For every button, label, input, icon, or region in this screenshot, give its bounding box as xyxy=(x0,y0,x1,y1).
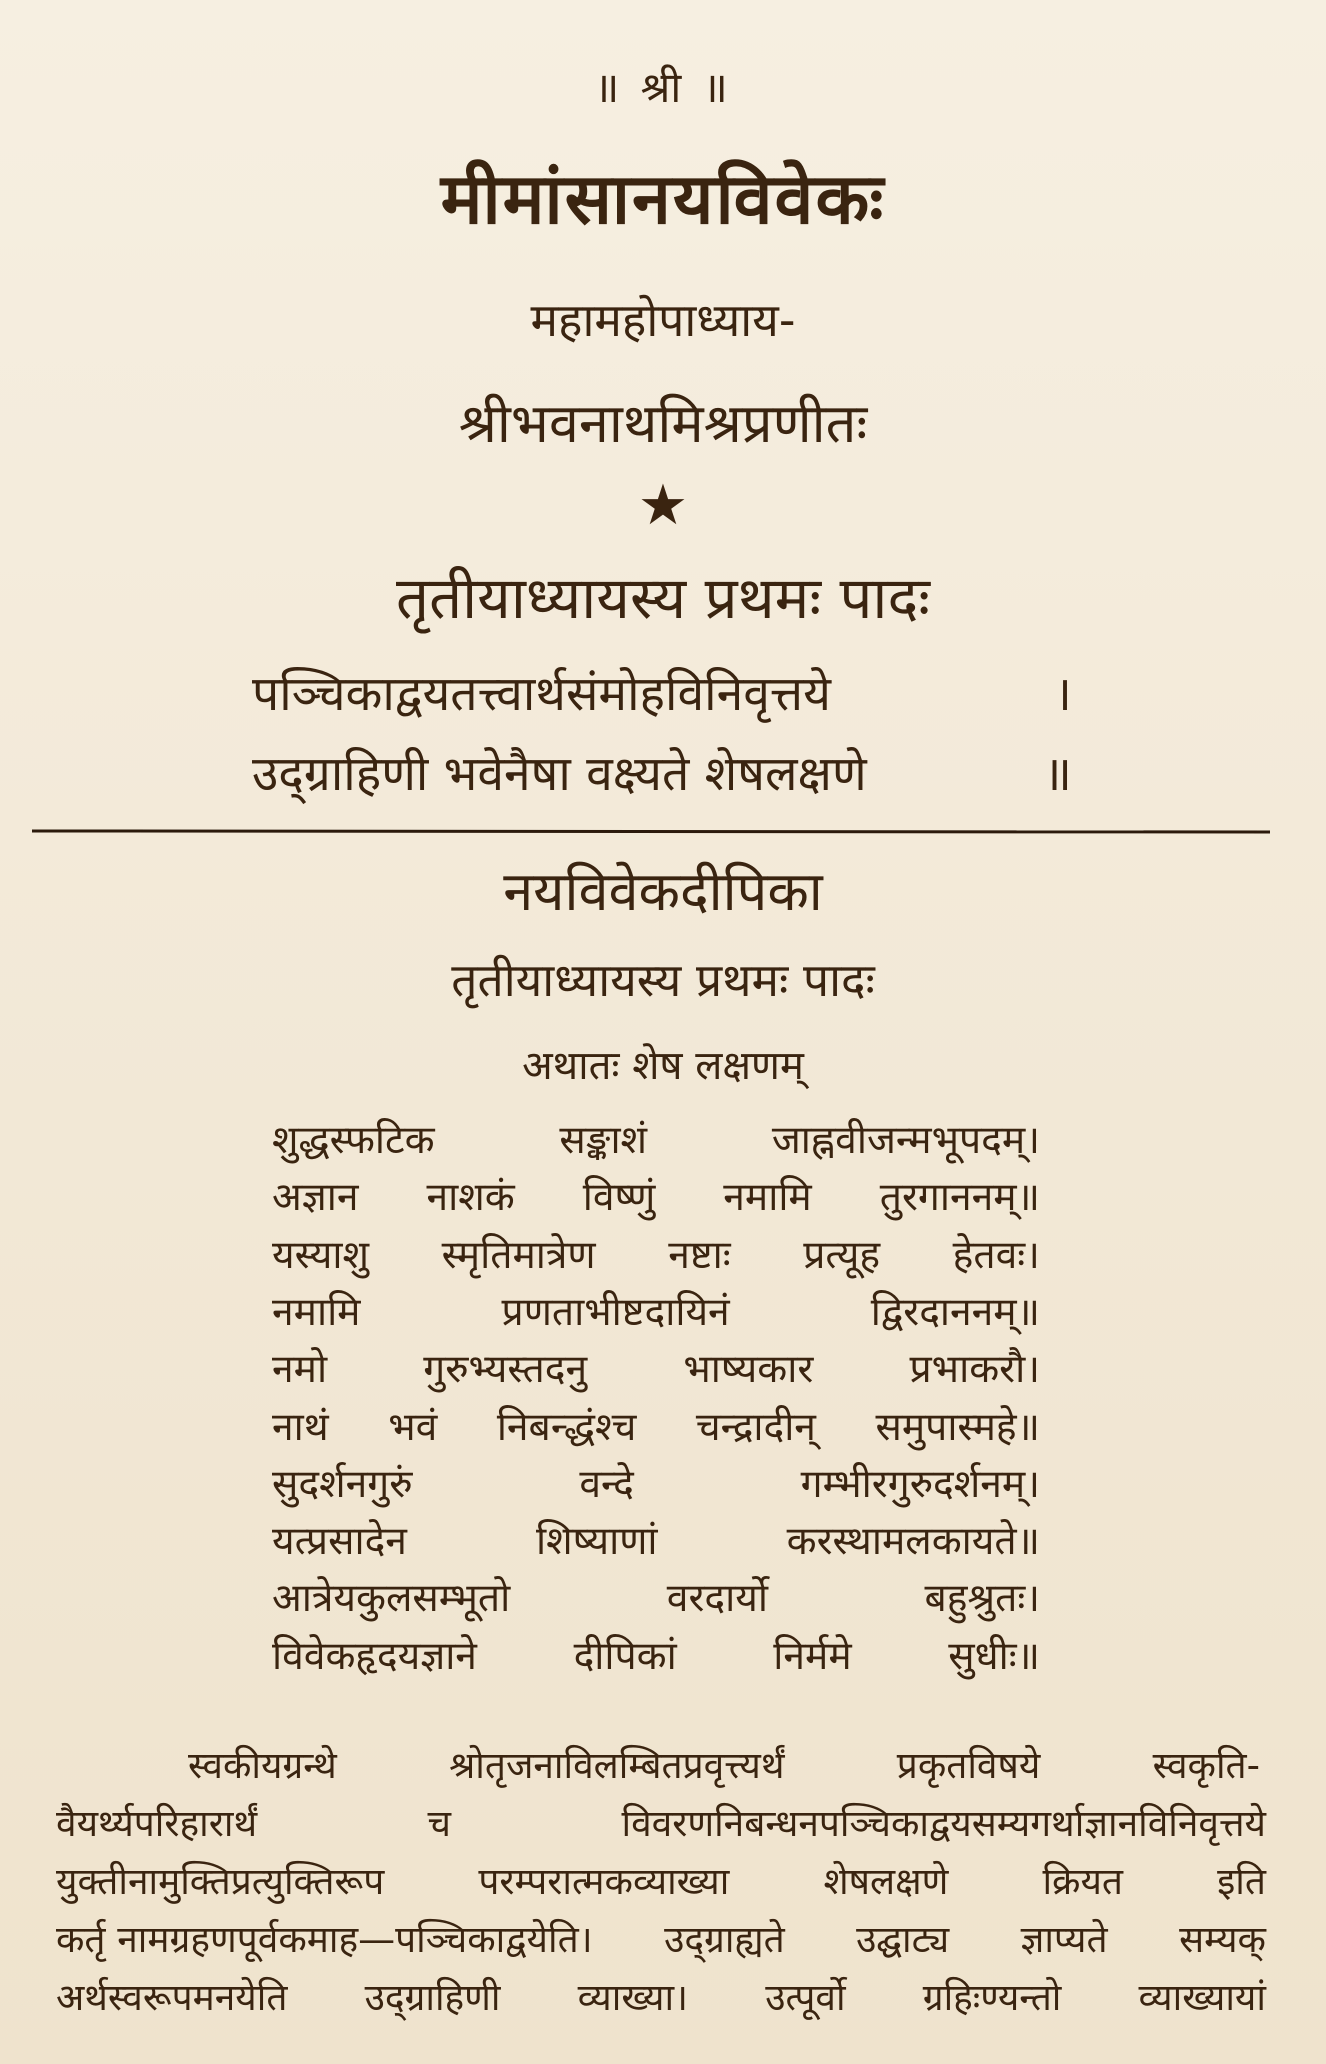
invocation-line: ॥ श्री ॥ xyxy=(594,63,732,112)
prose-word: व्याख्या। xyxy=(577,1976,689,2019)
prose-word: उद्ग्राहिणी xyxy=(364,1976,501,2019)
verse-text: उद्ग्राहिणी भवेनैषा वक्ष्यते शेषलक्षणे xyxy=(252,746,867,802)
shloka-word: अज्ञान xyxy=(272,1175,359,1221)
shloka-word: आत्रेयकुलसम्भूतो xyxy=(272,1576,511,1622)
prose-line xyxy=(56,1970,1266,2021)
prose-word: इति xyxy=(1217,1860,1266,1903)
shloka-line xyxy=(272,1341,1040,1394)
prose-line xyxy=(56,1796,1266,1847)
prose-word: उद्घाट्य xyxy=(856,1918,950,1961)
prose-word: व्याख्यायां xyxy=(1138,1976,1266,2019)
prose-word: ज्ञाप्यते xyxy=(1020,1918,1108,1961)
shloka-word: स्मृतिमात्रेण xyxy=(441,1232,596,1278)
shloka-word: वरदार्यो xyxy=(666,1576,768,1622)
shloka-word: नमामि xyxy=(272,1289,361,1335)
shloka-line xyxy=(272,1570,1040,1623)
commentary-subtitle: अथातः शेष लक्षणम् xyxy=(522,1043,804,1089)
prose-word: अर्थस्वरूपमनयेति xyxy=(56,1976,288,2019)
shloka-word: करस्थामलकायते॥ xyxy=(786,1519,1040,1565)
shloka-word: नमो xyxy=(272,1347,328,1393)
prose-word: शेषलक्षणे xyxy=(823,1860,949,1903)
prose-word: कर्तृ नामग्रहणपूर्वकमाह—पञ्चिकाद्वयेति। xyxy=(56,1918,593,1961)
shloka-word: वन्दे xyxy=(579,1461,634,1507)
shloka-word: चन्द्रादीन् xyxy=(695,1404,816,1450)
section-divider xyxy=(32,829,1270,833)
shloka-word: नमामि xyxy=(723,1175,812,1221)
author-honorific: महामहोपाध्याय- xyxy=(530,293,796,347)
shloka-word: यस्याशु xyxy=(272,1232,370,1278)
mula-verse-line-2 xyxy=(252,740,1072,805)
shloka-word: प्रणताभीष्टदायिनं xyxy=(501,1289,730,1335)
shloka-word: विवेकहृदयज्ञाने xyxy=(272,1633,477,1679)
prose-word: सम्यक् xyxy=(1179,1918,1266,1961)
prose-word: युक्तीनामुक्तिप्रत्युक्तिरूप xyxy=(56,1860,385,1903)
shloka-line xyxy=(272,1513,1040,1566)
prose-word: ग्रहिःण्यन्तो xyxy=(922,1976,1062,2019)
shloka-word: हेतवः। xyxy=(952,1232,1040,1278)
shloka-word: प्रत्यूह xyxy=(803,1232,881,1278)
shloka-word: प्रभाकरौ। xyxy=(909,1347,1040,1393)
shloka-word: नाशकं xyxy=(426,1175,515,1221)
shloka-word: बहुश्रुतः। xyxy=(924,1576,1040,1622)
shloka-word: भवं xyxy=(388,1404,438,1450)
book-title: मीमांसानयविवेकः xyxy=(440,158,886,240)
shloka-line xyxy=(272,1284,1040,1337)
commentary-chapter-heading: तृतीयाध्यायस्य प्रथमः पादः xyxy=(451,953,875,1007)
prose-word: वैयर्थ्यपरिहारार्थं xyxy=(56,1802,258,1845)
shloka-word: शुद्धस्फटिक xyxy=(272,1118,435,1163)
shloka-word: भाष्यकार xyxy=(683,1347,814,1393)
shloka-word: सुधीः॥ xyxy=(948,1633,1040,1679)
shloka-word: नाथं xyxy=(272,1404,329,1450)
prose-line xyxy=(56,1854,1266,1905)
verse-double-danda: ॥ xyxy=(1043,746,1072,802)
shloka-line xyxy=(272,1169,1040,1222)
shloka-word: शिष्याणां xyxy=(536,1519,658,1565)
author-name: श्रीभवनाथमिश्रप्रणीतः xyxy=(458,392,868,455)
shloka-word: निबन्द्धंश्च xyxy=(496,1404,637,1450)
shloka-line xyxy=(272,1227,1040,1280)
shloka-word: सुदर्शनगुरुं xyxy=(272,1461,413,1507)
prose-word: प्रकृतविषये xyxy=(896,1744,1041,1787)
shloka-word: गुरुभ्यस्तदनु xyxy=(423,1347,588,1393)
verse-danda: । xyxy=(1053,666,1072,722)
prose-line xyxy=(188,1738,1260,1789)
shloka-word: सङ्काशं xyxy=(559,1118,648,1163)
shloka-word: नष्टाः xyxy=(668,1232,731,1278)
commentary-title: नयविवेकदीपिका xyxy=(503,860,823,923)
shloka-word: गम्भीरगुरुदर्शनम्। xyxy=(800,1461,1040,1507)
prose-word: स्वकीयग्रन्थे xyxy=(188,1744,337,1787)
prose-word: विवरणनिबन्धनपञ्चिकाद्वयसम्यगर्थाज्ञानविनिवृत्तये xyxy=(621,1802,1266,1845)
shloka-word: समुपास्महे॥ xyxy=(875,1404,1040,1450)
prose-word: उत्पूर्वो xyxy=(765,1976,846,2019)
shloka-word: विष्णुं xyxy=(582,1175,656,1221)
prose-word: उद्ग्राह्यते xyxy=(664,1918,785,1961)
shloka-word: द्विरदाननम्॥ xyxy=(870,1289,1040,1335)
chapter-heading: तृतीयाध्यायस्य प्रथमः पादः xyxy=(396,564,930,632)
shloka-word: यत्प्रसादेन xyxy=(272,1519,407,1565)
shloka-line xyxy=(272,1112,1040,1165)
verse-text: पञ्चिकाद्वयतत्त्वार्थसंमोहविनिवृत्तये xyxy=(252,666,831,722)
shloka-line xyxy=(272,1399,1040,1452)
shloka-line xyxy=(272,1628,1040,1681)
mula-verse-line-1 xyxy=(252,660,1072,725)
prose-word: श्रोतृजनाविलम्बितप्रवृत्त्यर्थं xyxy=(449,1744,785,1787)
star-ornament-icon: ★ xyxy=(637,473,689,538)
prose-word: क्रियत xyxy=(1042,1860,1124,1903)
prose-word: स्वकृति- xyxy=(1152,1744,1260,1787)
prose-line xyxy=(56,1912,1266,1963)
shloka-word: जाह्नवीजन्मभूपदम्। xyxy=(771,1118,1040,1163)
shloka-word: तुरगाननम्॥ xyxy=(879,1175,1040,1221)
shloka-line xyxy=(272,1456,1040,1509)
shloka-word: दीपिकां xyxy=(573,1633,677,1679)
shloka-word: निर्ममे xyxy=(773,1633,852,1679)
prose-word: परम्परात्मकव्याख्या xyxy=(478,1860,730,1903)
prose-word: च xyxy=(427,1802,452,1845)
